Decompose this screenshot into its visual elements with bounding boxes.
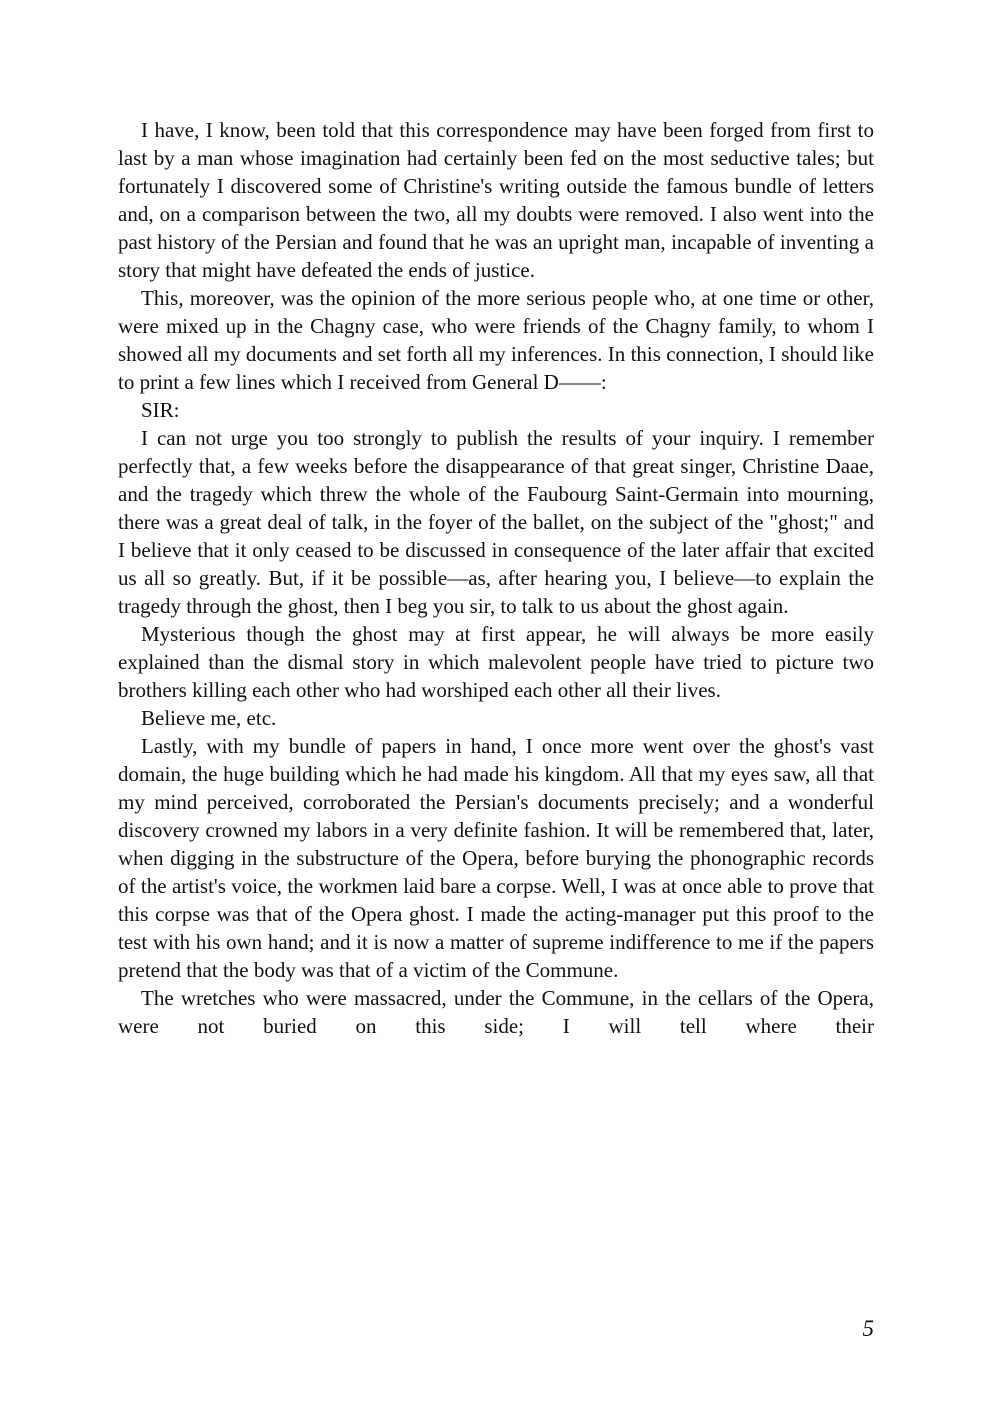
page-body — [118, 116, 874, 1040]
letter-closing: Believe me, etc. — [141, 706, 277, 730]
letter-salutation: SIR: — [141, 398, 180, 422]
paragraph-discovery: Lastly, with my bundle of papers in hand, I once more went over the ghost's vast domain, the huge building which he had made his kingdom. All that my eyes saw, all that my mind perceived, corroborated the Persian's documents precisely; and a wonderful discovery crowned my labors in a very definite fashion. It will be remembered that, later, when digging in the substructure of the Opera, before burying the phonographic records of the artist's voice, the workmen laid bare a corpse. Well, I was at once able to prove that this corpse was that of the Opera ghost. I made the acting-manager put this proof to the test with his own hand; and it is now a matter of supreme indifference to me if the papers pretend that the body was that of a victim of the Commune. — [118, 734, 874, 982]
paragraph-correspondence: I have, I know, been told that this correspondence may have been forged from first to last by a man whose imagination had certainly been fed on the most seductive tales; but fortunately I discovered some of Christine's writing outside the famous bundle of letters and, on a comparison between the two, all my doubts were removed. I also went into the past history of the Persian and found that he was an upright man, incapable of inventing a story that might have defeated the ends of justice. — [118, 118, 874, 282]
letter-mysterious: Mysterious though the ghost may at first appear, he will always be more easily explained than the dismal story in which malevolent people have tried to picture two brothers killing each other who had worshiped each other all their lives. — [118, 622, 874, 702]
paragraph-opinion: This, moreover, was the opinion of the more serious people who, at one time or other, were mixed up in the Chagny case, who were friends of the Chagny family, to whom I showed all my documents and set forth all my inferences. In this connection, I should like to print a few lines which I received from General D——: — [118, 286, 874, 394]
page-number: 5 — [862, 1316, 874, 1341]
paragraph-wretches: The wretches who were massacred, under the Commune, in the cellars of the Opera, were not buried on this side; I will tell where their — [118, 986, 874, 1038]
letter-body: I can not urge you too strongly to publish the results of your inquiry. I remember perfectly that, a few weeks before the disappearance of that great singer, Christine Daae, and the tragedy which threw the whole of the Faubourg Saint-Germain into mourning, there was a great deal of talk, in the foyer of the ballet, on the subject of the "ghost;" and I believe that it only ceased to be discussed in consequence of the later affair that excited us all so greatly. But, if it be possible—as, after hearing you, I believe—to explain the tragedy through the ghost, then I beg you sir, to talk to us about the ghost again. — [118, 426, 874, 618]
